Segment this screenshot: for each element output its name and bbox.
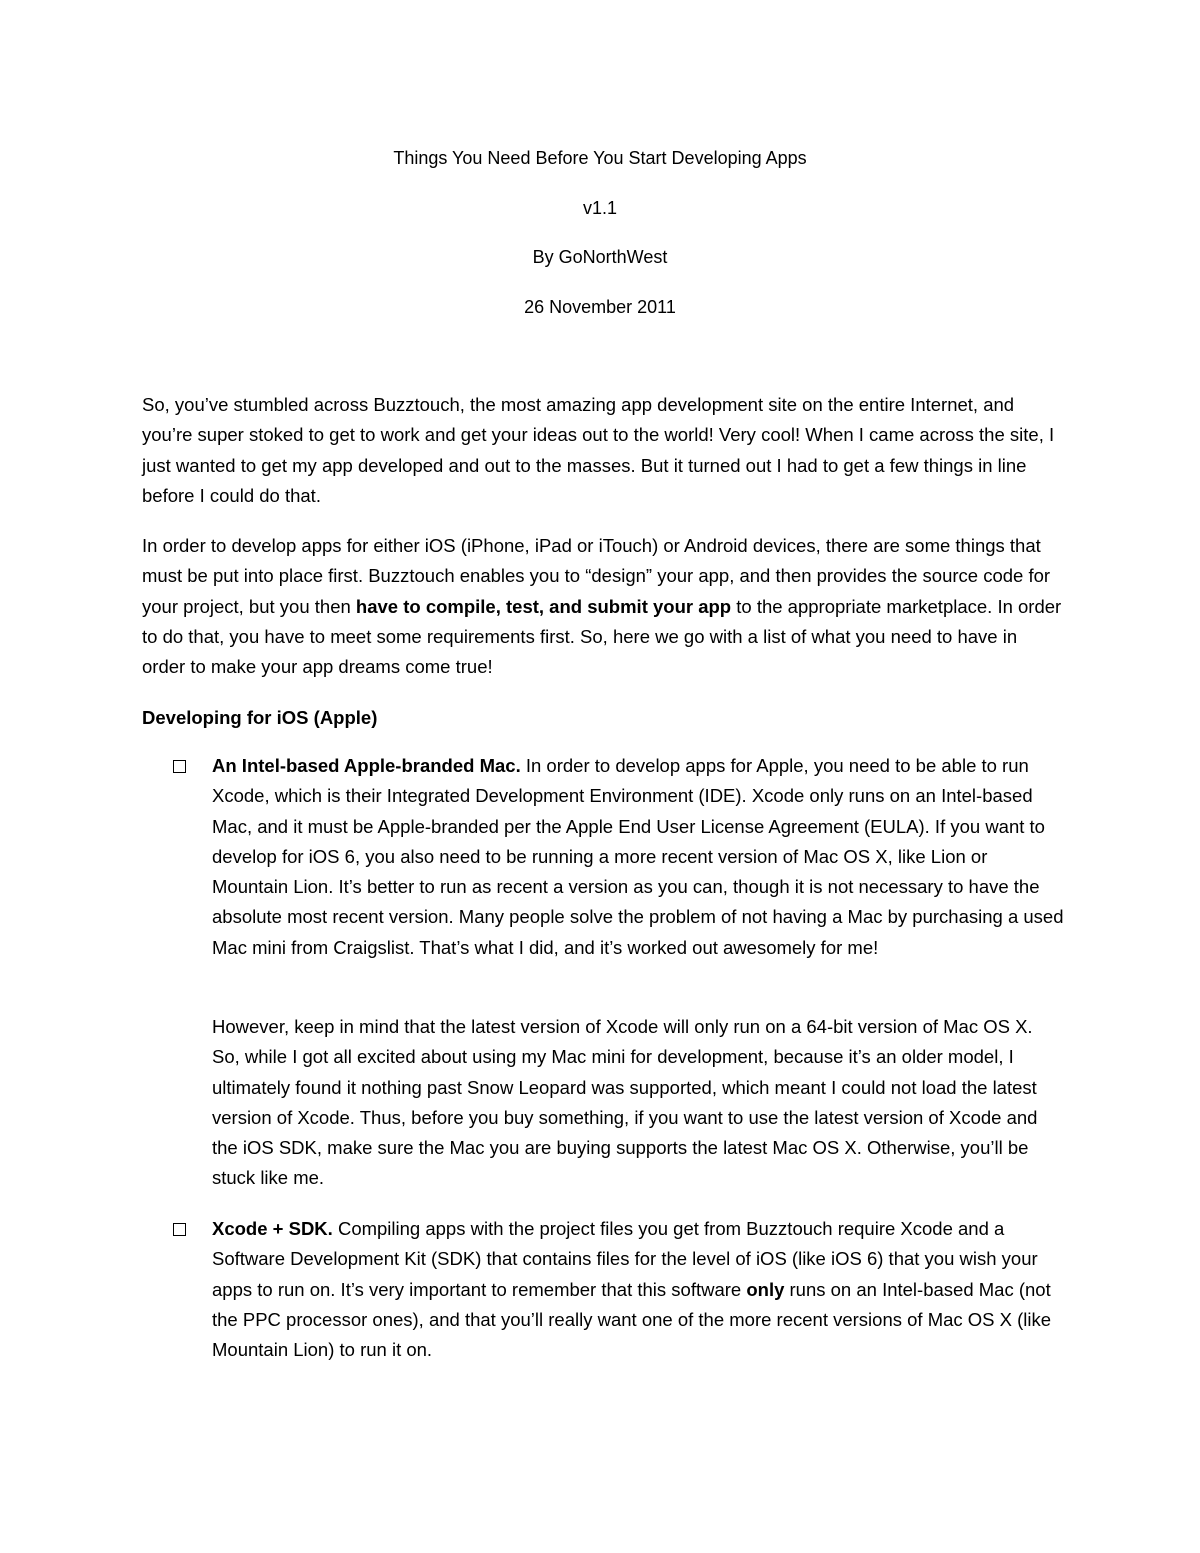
list-item-mac-bold: An Intel-based Apple-branded Mac.	[212, 755, 521, 776]
section-heading-ios: Developing for iOS (Apple)	[142, 707, 378, 728]
list-item-mac-followup: However, keep in mind that the latest version of Xcode will only run on a 64-bit version of Mac OS X. So, while I got all excited about using my Mac mini for development, because it’s an older model, I ultimately found it nothing past Snow Leopard was supported, which meant I could not load the latest version of Xcode. Thus, before you buy something, if you want to use the latest version of Xcode and the iOS SDK, make sure the Mac you are buying supports the latest Mac OS X. Otherwise, you’ll be stuck like me.	[212, 1016, 1038, 1189]
list-item-mac-text: In order to develop apps for Apple, you need to be able to run Xcode, which is their Integrated Development Environment (IDE). Xcode only runs on an Intel-based Mac, and it must be Apple-branded per the Apple End User License Agreement (EULA). If you want to develop for iOS 6, you also need to be running a more recent version of Mac OS X, like Lion or Mountain Lion. It’s better to run as recent a version as you can, though it is not necessary to have the absolute most recent version. Many people solve the problem of not having a Mac by purchasing a used Mac mini from Craigslist. That’s what I did, and it’s worked out awesomely for me!	[212, 755, 1064, 958]
list-item-xcode-text-bold: only	[746, 1278, 785, 1300]
intro-paragraph-1: So, you’ve stumbled across Buzztouch, the most amazing app development site on the entire Internet, and you’re super stoked to get to work and get your ideas out to the world! Very cool! When I came across the site, I just wanted to get my app developed and out to the masses. But it turned out I had to get a few things in line before I could do that.	[142, 394, 1055, 506]
list-item-xcode-text-start: Compiling apps with the project files you get from Buzztouch require Xcode and a Software Development Kit (SDK) that contains files for the level of iOS (like iOS 6) that you wish your apps to run on. It’s very important to remember that this software	[212, 1218, 1038, 1300]
list-item-xcode-bold: Xcode + SDK.	[212, 1218, 333, 1239]
intro-paragraph-2	[142, 531, 1062, 682]
document-date: 26 November 2011	[524, 297, 676, 317]
document-author: By GoNorthWest	[532, 247, 668, 267]
intro-paragraph-2-start: In order to develop apps for either iOS (iPhone, iPad or iTouch) or Android devices, there are some things that must be put into place first. Buzztouch enables you to “design” your app, and then provides the source code for your project, but you then	[142, 535, 1051, 617]
list-item-mac	[212, 751, 1064, 963]
checkbox-item-xcode[interactable]	[173, 1223, 186, 1236]
intro-paragraph-2-end: to the appropriate marketplace. In order to do that, you have to meet some requirements first. So, here we go with a list of what you need to have in order to make your app dreams come true!	[142, 595, 1062, 678]
intro-paragraph-2-bold: have to compile, test, and submit your app	[355, 595, 732, 617]
document-title: Things You Need Before You Start Developing Apps	[393, 148, 807, 168]
checkbox-item-mac[interactable]	[173, 760, 186, 773]
list-item-xcode	[212, 1214, 1064, 1365]
document-version: v1.1	[582, 198, 618, 218]
list-item-xcode-text-end: runs on an Intel-based Mac (not the PPC processor ones), and that you’ll really want one of the more recent versions of Mac OS X (like Mountain Lion) to run it on.	[212, 1278, 1052, 1361]
